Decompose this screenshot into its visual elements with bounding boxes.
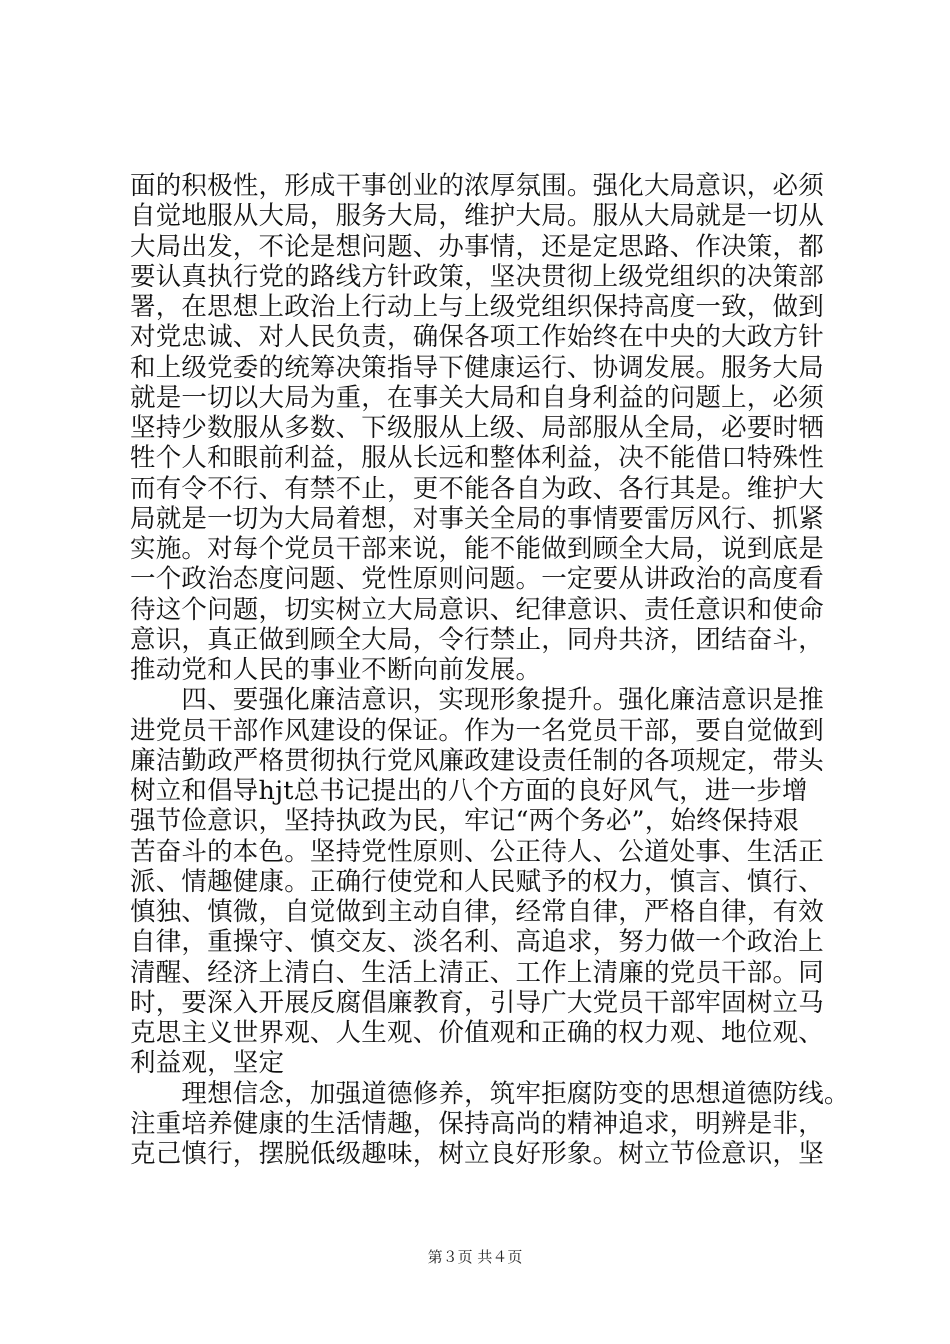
text-line: 苦奋斗的本色。坚持党性原则、公正待人、公道处事、生活正 <box>130 836 824 867</box>
text-line: 自觉地服从大局，服务大局，维护大局。服从大局就是一切从 <box>130 201 824 232</box>
text-line: 理想信念，加强道德修养，筑牢拒腐防变的思想道德防线。 <box>130 1078 850 1109</box>
text-line: 进党员干部作风建设的保证。作为一名党员干部，要自觉做到 <box>130 715 824 746</box>
text-line: 廉洁勤政严格贯彻执行党风廉政建设责任制的各项规定，带头 <box>130 745 824 776</box>
text-line: 四、要强化廉洁意识，实现形象提升。强化廉洁意识是推 <box>130 685 824 716</box>
page-number-label: 第３页 共４页 <box>427 1248 523 1266</box>
body-text <box>130 171 850 1169</box>
text-line: 时，要深入开展反腐倡廉教育，引导广大党员干部牢固树立马 <box>130 987 824 1018</box>
text-line: 利益观，坚定 <box>130 1048 285 1079</box>
text-line: 克己慎行，摆脱低级趣味，树立良好形象。树立节俭意识，坚 <box>130 1139 824 1169</box>
text-line: 要认真执行党的路线方针政策，坚决贯彻上级党组织的决策部 <box>130 261 824 292</box>
text-line: 派、情趣健康。正确行使党和人民赋予的权力，慎言、慎行、 <box>130 866 824 897</box>
text-line: 推动党和人民的事业不断向前发展。 <box>130 655 542 685</box>
text-line: 局就是一切为大局着想，对事关全局的事情要雷厉风行、抓紧 <box>130 503 824 534</box>
text-line: 克思主义世界观、人生观、价值观和正确的权力观、地位观、 <box>130 1018 824 1048</box>
text-line: 意识，真正做到顾全大局，令行禁止，同舟共济，团结奋斗， <box>130 624 824 655</box>
text-line: 面的积极性，形成干事创业的浓厚氛围。强化大局意识，必须 <box>130 171 824 201</box>
text-line: 坚持少数服从多数、下级服从上级、局部服从全局，必要时牺 <box>130 413 824 443</box>
text-line: 牲个人和眼前利益，服从长远和整体利益，决不能借口特殊性 <box>130 443 824 474</box>
text-line: 而有令不行、有禁不止，更不能各自为政、各行其是。维护大 <box>130 473 824 504</box>
text-line: 慎独、慎微，自觉做到主动自律，经常自律，严格自律，有效 <box>130 897 824 927</box>
text-line: 树立和倡导hjt总书记提出的八个方面的良好风气，进一步增 <box>130 776 808 806</box>
text-line: 署，在思想上政治上行动上与上级党组织保持高度一致，做到 <box>130 292 824 322</box>
text-line: 一个政治态度问题、党性原则问题。一定要从讲政治的高度看 <box>130 564 824 595</box>
text-line: 自律，重操守、慎交友、淡名利、高追求，努力做一个政治上 <box>130 927 824 958</box>
text-line: 大局出发，不论是想问题、办事情，还是定思路、作决策，都 <box>130 231 824 262</box>
text-line: 清醒、经济上清白、生活上清正、工作上清廉的党员干部。同 <box>130 957 824 988</box>
text-line: 对党忠诚、对人民负责，确保各项工作始终在中央的大政方针 <box>130 322 824 353</box>
text-line: 待这个问题，切实树立大局意识、纪律意识、责任意识和使命 <box>130 594 824 625</box>
text-line: 就是一切以大局为重，在事关大局和自身利益的问题上，必须 <box>130 382 824 413</box>
text-line: 注重培养健康的生活情趣，保持高尚的精神追求，明辨是非， <box>130 1108 824 1139</box>
text-line: 实施。对每个党员干部来说，能不能做到顾全大局，说到底是 <box>130 534 824 564</box>
page-footer <box>0 1246 950 1267</box>
text-line: 强节俭意识，坚持执政为民，牢记“两个务必”，始终保持艰 <box>130 806 799 837</box>
text-line: 和上级党委的统筹决策指导下健康运行、协调发展。服务大局 <box>130 352 824 383</box>
